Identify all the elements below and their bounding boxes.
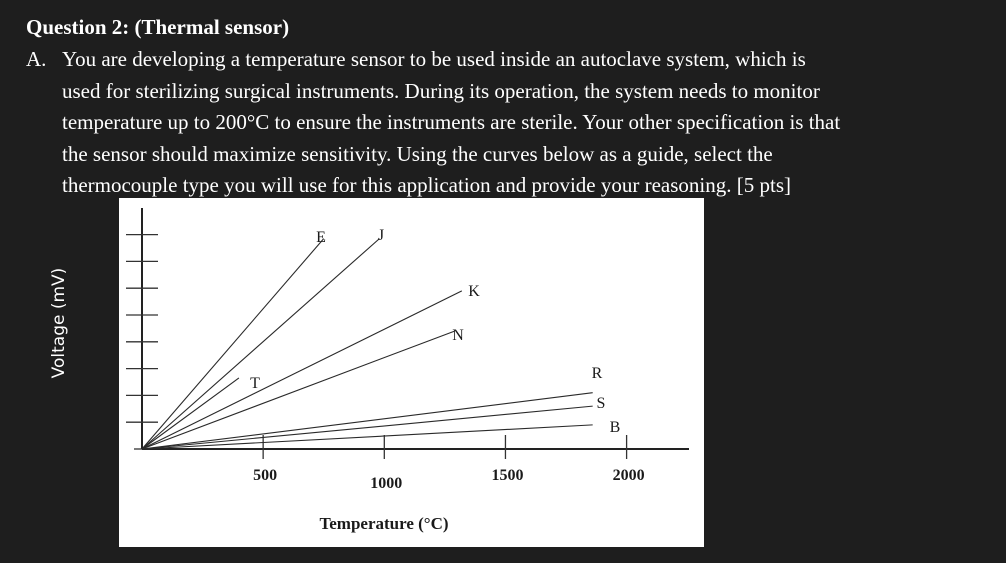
part-label: A. [26,47,47,71]
x-tick-label: 1000 [370,475,403,492]
x-axis-title: Temperature (°C) [319,514,449,533]
series-label-e: E [316,229,326,246]
series-line-b [142,425,593,449]
question-line: temperature up to 200°C to ensure the instruments are sterile. Your other specification is that [62,110,841,134]
series-label-n: N [452,327,464,344]
y-axis-label [44,248,74,398]
series-label-k: K [468,283,480,300]
question-title: Question 2: (Thermal sensor) [26,15,290,39]
y-axis-label-text: Voltage (mV) [49,267,69,379]
series-line-e [142,239,324,449]
question-line: You are developing a temperature sensor to be used inside an autoclave system, which is [62,47,806,71]
x-tick-label: 500 [253,467,278,484]
question-text [62,44,992,202]
series-line-j [142,239,379,449]
chart-svg [119,198,704,547]
series-label-j: J [377,227,385,244]
x-tick-label: 1500 [491,467,524,484]
series-label-t: T [250,375,260,392]
series-line-s [142,406,593,449]
x-tick-label: 2000 [612,467,645,484]
question-line: used for sterilizing surgical instruments. During its operation, the system needs to monitor [62,78,820,103]
series-label-b: B [609,419,621,436]
question-line: thermocouple type you will use for this application and provide your reasoning. [5 pts] [62,173,792,197]
series-label-s: S [596,395,606,412]
question-line: the sensor should maximize sensitivity. Using the curves below as a guide, select the [62,141,773,166]
series-line-r [142,393,593,449]
series-line-k [142,291,462,449]
series-line-n [142,331,455,449]
thermocouple-chart [119,198,704,547]
series-label-r: R [591,365,603,382]
